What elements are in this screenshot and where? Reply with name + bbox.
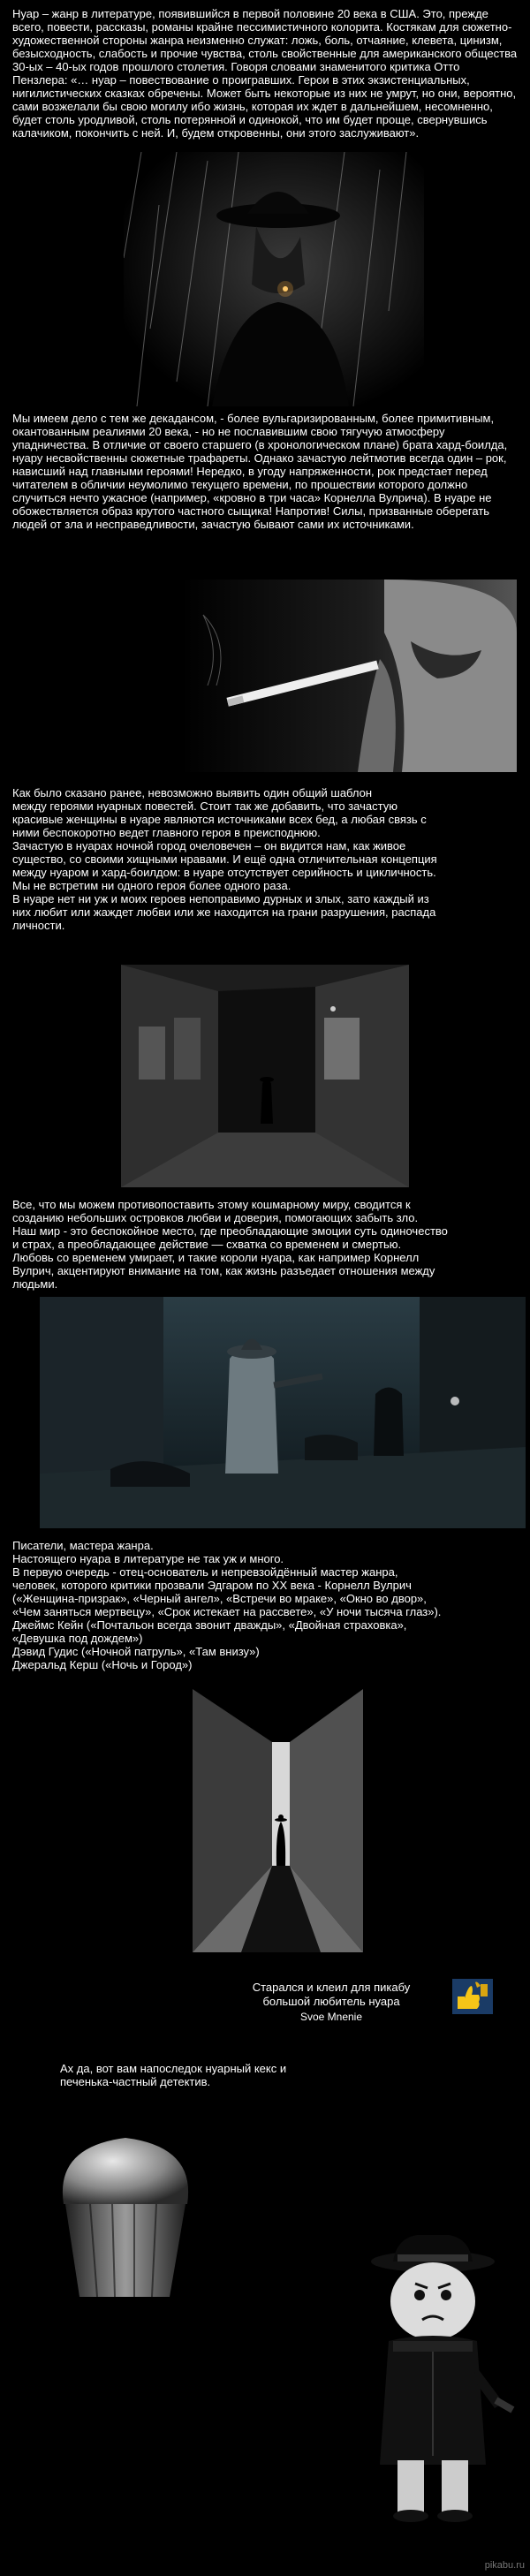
heroes-paragraph: Как было сказано ранее, невозможно выявить один общий шаблон между героями нуарных повестей. Стоит так же добавить, что зачастую красивые женщины в нуаре являются источниками всех бед, а любая связь с ними беспокоротно ведет главного героя в преисподнюю. Зачастую в нуарах ночной город очеловечен – он видится нам, как живое существо, со своими хищными нравами. И ещё одна отличительная концепция между нуаром и хард-боилдом: в нуаре отсутствует серийность и цикличность. Мы не встретим ни одного героя более одного раза. В нуаре нет ни уж и моих героев непоправимо дурных и злых, зато каждый из них любит или жаждет любви или же находится на грани разрушения, распада личности. [12,786,437,932]
cookie-detective-image [362,2235,521,2535]
noir-silhouette-corridor-image [166,1689,363,1952]
decadence-paragraph: Мы имеем дело с тем же декадансом, - более вульгаризированным, более примитивным, окантованным реалиями 20 века, - но не пославившим свою тягучую атмосферу упадничества. В отличие от своего старшего (в хронологическом плане) брата хард-боилда, нуару несвойственны сюжетные трафареты. Однако зачастую лейтмотив всегда один – рок, нависший над главными героями! Нередко, в угоду напряженности, рок предстает перед читателем в обличии неумолимо текущего времени, по прошествии которого должно случиться нечто ужасное (например, «кровно в три часа» Корнелла Вулрича). В нуаре не обожествляется образ крутого частного сыщика! Напротив! Силы, призванные оберегать людей от зла и несправедливости, зачастую бывают сами их источниками. [12,412,511,531]
thumbs-up-down-icon [452,1979,493,2014]
noir-shootout-image [40,1297,526,1528]
pikabu-watermark: pikabu.ru [484,2560,525,2571]
noir-cupcake-image [46,2120,203,2306]
world-paragraph: Все, что мы можем противопоставить этому кошмарному миру, сводится к созданию небольших островков любви и доверия, помогающих забыть зло. Наш мир - это беспокойное место, где преобладающие эмоции суть одиночество и страх, а преобладающее действие — схватка со временем и смертью. Любовь со временем умирает, и такие короли нуара, как например Корнелл Вулрич, акцентируют внимание на том, как жизнь разъедает отношения между людьми. [12,1198,448,1291]
noir-alley-image [121,965,409,1187]
closing-paragraph: Ах да, вот вам напоследок нуарный кекс и печенька-частный детектив. [60,2062,287,2088]
noir-man-smoking-image [124,152,424,406]
signature-line-2: большой любитель нуара [262,1995,400,2008]
signature-author: Svoe Mnenie [299,2011,363,2023]
writers-paragraph: Писатели, мастера жанра. Настоящего нуара в литературе не так уж и много. В первую очередь - отец-основатель и непревзойдённый мастер жанра, человек, которого критики прозвали Эдгаром по ХХ века - Корнелл Вулрич («Женщина-призрак», «Черный ангел», «Встречи во мраке», «Окно во двор», «Чем заняться мертвецу», «Срок истекает на рассвете», «У ночи тысяча глаз»). Джеймс Кейн («Почтальон всегда звонит дважды», «Двойная страховка», «Девушка под дождем») Дэвид Гудис («Ночной патруль», «Там внизу») Джеральд Керш («Ночь и Город») [12,1539,442,1671]
noir-woman-cigarette-image [181,580,517,772]
signature-line-1: Старался и клеил для пикабу [252,1981,411,1994]
intro-paragraph: Нуар – жанр в литературе, появившийся в первой половине 20 века в США. Это, прежде всего, повести, рассказы, романы крайне пессимистичного колорита. Костякам для сюжетно-художественной стороны жанра неизменно служат: ложь, боль, отчаяние, клевета, цинизм, безысходность, слабость и прочие чувства, столь свойственные для американского общества 30-ых – 40-ых годов прошлого столетия. Говоря словами знаменитого критика Отто Пензлера: «… нуар – повествование о проигравших. Герои в этих экзистенциальных, нигилистических сказках обречены. Может быть некоторые из них не умрут, но они, вероятно, сами возжелали бы свою могилу ибо жизнь, которая их ждет в дальнейшем, несомненно, будет столь уродливой, столь потерянной и одинокой, что им будет проще, свернувшись калачиком, покончить с ней. И, будем откровенны, они этого заслуживают». [12,7,520,140]
